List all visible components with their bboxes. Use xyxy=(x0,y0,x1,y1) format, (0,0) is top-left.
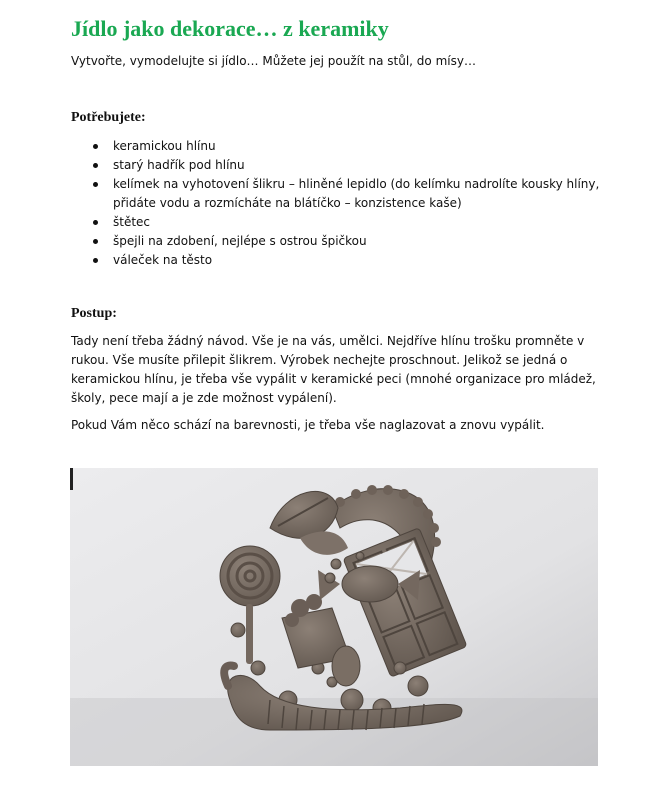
needs-heading: Potřebujete: xyxy=(71,110,146,125)
clay-food-photo xyxy=(70,468,598,766)
procedure-heading: Postup: xyxy=(71,306,117,321)
document-title: Jídlo jako dekorace… z keramiky xyxy=(71,16,389,41)
list-item: starý hadřík pod hlínu xyxy=(113,156,613,175)
list-item: váleček na těsto xyxy=(113,251,613,270)
needs-list xyxy=(71,137,613,270)
list-item: keramickou hlínu xyxy=(113,137,613,156)
intro-text: Vytvořte, vymodelujte si jídlo… Můžete jej použít na stůl, do mísy… xyxy=(71,54,476,68)
list-item: kelímek na vyhotovení šlikru – hliněné lepidlo (do kelímku nadrolíte kousky hlíny, přidáte vodu a rozmícháte na blátíčko – konzistence kaše) xyxy=(113,175,613,213)
procedure-paragraph-1: Tady není třeba žádný návod. Vše je na vás, umělci. Nejdříve hlínu trošku promněte v rukou. Vše musíte přilepit šlikrem. Výrobek nechejte proschnout. Jelikož se jedná o keramickou hlínu, je třeba vše vypálit v keramické peci (mnohé organizace pro mládež, školy, pece mají a je zde možnost vypálení). xyxy=(71,334,596,405)
procedure-paragraph-2: Pokud Vám něco schází na barevnosti, je třeba vše naglazovat a znovu vypálit. xyxy=(71,418,545,432)
list-item: špejli na zdobení, nejlépe s ostrou špičkou xyxy=(113,232,613,251)
list-item: štětec xyxy=(113,213,613,232)
